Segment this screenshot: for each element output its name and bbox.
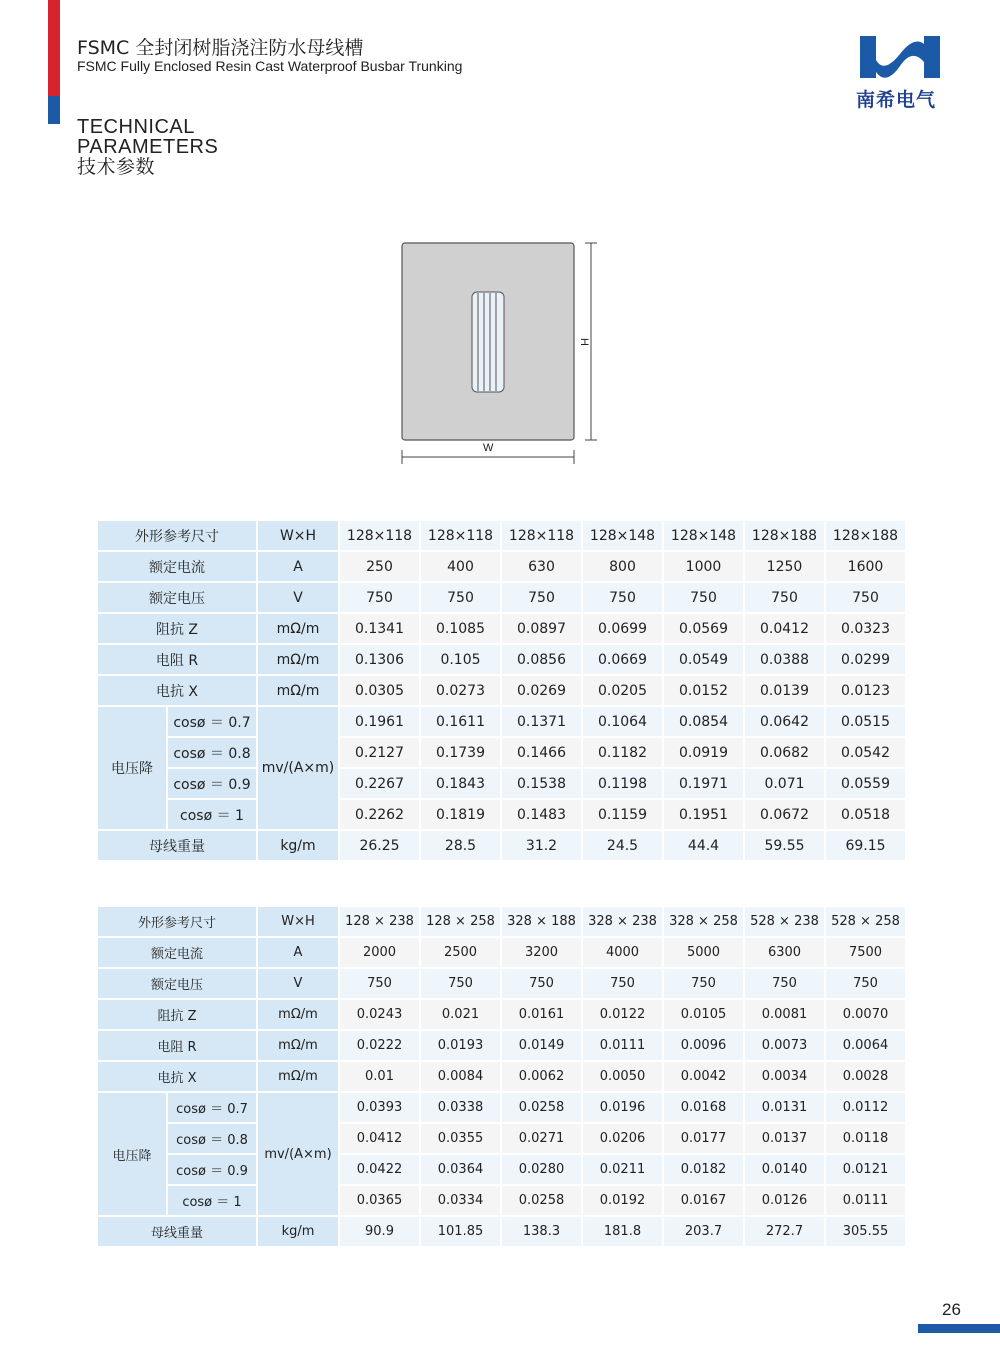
table-cell: 400 [420, 551, 501, 582]
table-row [97, 968, 906, 999]
table-cell: 138.3 [501, 1216, 582, 1247]
row-label: 额定电压 [97, 968, 257, 999]
table-cell: 0.0050 [582, 1061, 663, 1092]
row-label: 电抗 X [97, 1061, 257, 1092]
table-cell: 0.0569 [663, 613, 744, 644]
row-label: 母线重量 [97, 830, 257, 861]
table-cell: 0.0682 [744, 737, 825, 768]
table-cell: 0.1538 [501, 768, 582, 799]
table-cell: 0.0167 [663, 1185, 744, 1216]
row-label: 额定电流 [97, 551, 257, 582]
table-row [97, 1092, 906, 1123]
row-unit: A [257, 551, 339, 582]
table-cell: 0.0323 [825, 613, 906, 644]
row-label: 电阻 R [97, 644, 257, 675]
table-cell: 0.0559 [825, 768, 906, 799]
table-cell: 328 × 258 [663, 906, 744, 937]
table-cell: 0.0206 [582, 1123, 663, 1154]
table-cell: 128×118 [501, 520, 582, 551]
table-cell: 750 [663, 968, 744, 999]
table-cell: 0.0137 [744, 1123, 825, 1154]
table-row [97, 799, 906, 830]
table-cell: 305.55 [825, 1216, 906, 1247]
table-cell: 0.0305 [339, 675, 420, 706]
table-cell: 0.0073 [744, 1030, 825, 1061]
row-unit: kg/m [257, 830, 339, 861]
table-cell: 0.0669 [582, 644, 663, 675]
brand-name: 南希电气 [856, 89, 937, 111]
table-cell: 750 [744, 968, 825, 999]
table-cell: 0.1371 [501, 706, 582, 737]
table-cell: 0.021 [420, 999, 501, 1030]
table-cell: 750 [501, 968, 582, 999]
table-row [97, 1185, 906, 1216]
table-cell: 31.2 [501, 830, 582, 861]
table-cell: 128 × 258 [420, 906, 501, 937]
table-cell: 0.1739 [420, 737, 501, 768]
table-cell: 0.1466 [501, 737, 582, 768]
table-cell: 90.9 [339, 1216, 420, 1247]
row-unit: V [257, 582, 339, 613]
table-cell: 0.0280 [501, 1154, 582, 1185]
table-cell: 181.8 [582, 1216, 663, 1247]
table-cell: 250 [339, 551, 420, 582]
table-cell: 0.0422 [339, 1154, 420, 1185]
table-cell: 0.1064 [582, 706, 663, 737]
row-label: 电阻 R [97, 1030, 257, 1061]
table-cell: 0.0388 [744, 644, 825, 675]
row-label: 阻抗 Z [97, 613, 257, 644]
table-cell: 0.0126 [744, 1185, 825, 1216]
table-cell: 750 [501, 582, 582, 613]
table-row [97, 1154, 906, 1185]
table-cell: 1250 [744, 551, 825, 582]
power-factor-label: cosø ＝ 0.7 [167, 1092, 257, 1123]
table-cell: 5000 [663, 937, 744, 968]
row-unit: mΩ/m [257, 999, 339, 1030]
table-row [97, 768, 906, 799]
voltage-drop-unit: mv/(A×m) [257, 1092, 339, 1216]
table-cell: 750 [339, 968, 420, 999]
table-cell: 128×148 [582, 520, 663, 551]
table-cell: 128 × 238 [339, 906, 420, 937]
table-cell: 0.0205 [582, 675, 663, 706]
table-cell: 750 [582, 582, 663, 613]
table-cell: 0.0118 [825, 1123, 906, 1154]
table-cell: 0.0064 [825, 1030, 906, 1061]
section-heading-en-2: PARAMETERS [77, 136, 219, 158]
table-cell: 0.0243 [339, 999, 420, 1030]
row-unit: kg/m [257, 1216, 339, 1247]
table-cell: 0.0111 [825, 1185, 906, 1216]
table-cell: 0.1182 [582, 737, 663, 768]
table-cell: 528 × 238 [744, 906, 825, 937]
row-label: 外形参考尺寸 [97, 906, 257, 937]
table-cell: 59.55 [744, 830, 825, 861]
table-row [97, 906, 906, 937]
table-cell: 0.01 [339, 1061, 420, 1092]
table-cell: 0.0549 [663, 644, 744, 675]
parameter-table-2 [96, 905, 907, 1248]
table-cell: 0.0192 [582, 1185, 663, 1216]
table-cell: 0.1961 [339, 706, 420, 737]
power-factor-label: cosø ＝ 0.9 [167, 768, 257, 799]
power-factor-label: cosø ＝ 0.8 [167, 737, 257, 768]
table-cell: 128×148 [663, 520, 744, 551]
cross-section-diagram [396, 236, 606, 472]
table-cell: 0.1611 [420, 706, 501, 737]
table-cell: 0.0699 [582, 613, 663, 644]
table-cell: 0.0140 [744, 1154, 825, 1185]
table-cell: 0.0122 [582, 999, 663, 1030]
power-factor-label: cosø ＝ 1 [167, 799, 257, 830]
table-row [97, 1216, 906, 1247]
table-cell: 0.0161 [501, 999, 582, 1030]
table-cell: 0.0672 [744, 799, 825, 830]
table-cell: 0.0042 [663, 1061, 744, 1092]
table-row [97, 520, 906, 551]
table-cell: 750 [744, 582, 825, 613]
voltage-drop-unit: mv/(A×m) [257, 706, 339, 830]
voltage-drop-label: 电压降 [97, 1092, 167, 1216]
power-factor-label: cosø ＝ 1 [167, 1185, 257, 1216]
table-cell: 0.0084 [420, 1061, 501, 1092]
table-cell: 0.1341 [339, 613, 420, 644]
accent-bar-red [48, 0, 60, 96]
table-cell: 0.1971 [663, 768, 744, 799]
table-row [97, 1030, 906, 1061]
row-unit: A [257, 937, 339, 968]
table-cell: 0.0168 [663, 1092, 744, 1123]
table-row [97, 706, 906, 737]
table-row [97, 937, 906, 968]
row-label: 电抗 X [97, 675, 257, 706]
page-title-cn: FSMC 全封闭树脂浇注防水母线槽 [77, 37, 364, 59]
table-cell: 0.2267 [339, 768, 420, 799]
table-cell: 0.1951 [663, 799, 744, 830]
table-cell: 0.0111 [582, 1030, 663, 1061]
table-row [97, 644, 906, 675]
row-unit: W×H [257, 906, 339, 937]
table-cell: 0.0149 [501, 1030, 582, 1061]
table-row [97, 1061, 906, 1092]
voltage-drop-label: 电压降 [97, 706, 167, 830]
table-cell: 0.0258 [501, 1185, 582, 1216]
table-cell: 128×188 [825, 520, 906, 551]
row-label: 额定电流 [97, 937, 257, 968]
table-cell: 0.0177 [663, 1123, 744, 1154]
row-unit: mΩ/m [257, 644, 339, 675]
table-cell: 272.7 [744, 1216, 825, 1247]
section-heading-cn: 技术参数 [77, 156, 156, 178]
table-cell: 128×118 [420, 520, 501, 551]
table-cell: 0.0062 [501, 1061, 582, 1092]
table-cell: 0.0222 [339, 1030, 420, 1061]
width-label: W [483, 442, 494, 454]
table-cell: 750 [582, 968, 663, 999]
table-cell: 0.2262 [339, 799, 420, 830]
table-cell: 0.0258 [501, 1092, 582, 1123]
table-cell: 630 [501, 551, 582, 582]
table-cell: 750 [339, 582, 420, 613]
table-cell: 1600 [825, 551, 906, 582]
table-cell: 203.7 [663, 1216, 744, 1247]
table-cell: 0.0518 [825, 799, 906, 830]
table-cell: 0.0854 [663, 706, 744, 737]
table-cell: 3200 [501, 937, 582, 968]
table-cell: 0.1306 [339, 644, 420, 675]
table-cell: 0.0121 [825, 1154, 906, 1185]
table-cell: 0.0412 [744, 613, 825, 644]
table-row [97, 613, 906, 644]
table-cell: 0.0081 [744, 999, 825, 1030]
table-cell: 0.0131 [744, 1092, 825, 1123]
table-cell: 0.0364 [420, 1154, 501, 1185]
table-cell: 0.0393 [339, 1092, 420, 1123]
table-cell: 0.0105 [663, 999, 744, 1030]
table-cell: 528 × 258 [825, 906, 906, 937]
table-cell: 0.0856 [501, 644, 582, 675]
table-cell: 0.0070 [825, 999, 906, 1030]
row-unit: mΩ/m [257, 1061, 339, 1092]
table-cell: 0.1819 [420, 799, 501, 830]
table-cell: 0.1843 [420, 768, 501, 799]
row-label: 阻抗 Z [97, 999, 257, 1030]
table-cell: 0.0355 [420, 1123, 501, 1154]
table-cell: 24.5 [582, 830, 663, 861]
table-cell: 0.0123 [825, 675, 906, 706]
section-heading [77, 117, 218, 177]
table-cell: 0.0211 [582, 1154, 663, 1185]
row-label: 额定电压 [97, 582, 257, 613]
table-row [97, 582, 906, 613]
table-row [97, 1123, 906, 1154]
table-cell: 750 [663, 582, 744, 613]
table-cell: 0.1159 [582, 799, 663, 830]
row-unit: W×H [257, 520, 339, 551]
table-row [97, 999, 906, 1030]
table-cell: 750 [825, 968, 906, 999]
table-cell: 0.0096 [663, 1030, 744, 1061]
table-cell: 800 [582, 551, 663, 582]
accent-bar-blue [48, 96, 60, 124]
power-factor-label: cosø ＝ 0.9 [167, 1154, 257, 1185]
table-cell: 328 × 238 [582, 906, 663, 937]
table-row [97, 551, 906, 582]
table-cell: 0.0642 [744, 706, 825, 737]
table-cell: 0.0139 [744, 675, 825, 706]
table-cell: 0.071 [744, 768, 825, 799]
table-cell: 0.0269 [501, 675, 582, 706]
table-cell: 2500 [420, 937, 501, 968]
section-heading-en-1: TECHNICAL [77, 116, 195, 138]
table-row [97, 830, 906, 861]
table-cell: 2000 [339, 937, 420, 968]
power-factor-label: cosø ＝ 0.8 [167, 1123, 257, 1154]
table-cell: 26.25 [339, 830, 420, 861]
table-cell: 0.1198 [582, 768, 663, 799]
table-cell: 0.0271 [501, 1123, 582, 1154]
row-unit: V [257, 968, 339, 999]
table-cell: 0.0182 [663, 1154, 744, 1185]
table-cell: 4000 [582, 937, 663, 968]
table-cell: 69.15 [825, 830, 906, 861]
height-label: H [577, 338, 590, 346]
table-cell: 0.0193 [420, 1030, 501, 1061]
table-cell: 0.2127 [339, 737, 420, 768]
parameter-table-1 [96, 519, 907, 862]
table-cell: 0.0152 [663, 675, 744, 706]
table-cell: 0.0299 [825, 644, 906, 675]
table-cell: 0.0034 [744, 1061, 825, 1092]
row-label: 外形参考尺寸 [97, 520, 257, 551]
row-unit: mΩ/m [257, 1030, 339, 1061]
table-cell: 0.1483 [501, 799, 582, 830]
table-cell: 0.0338 [420, 1092, 501, 1123]
table-cell: 0.0028 [825, 1061, 906, 1092]
table-cell: 28.5 [420, 830, 501, 861]
table-cell: 0.0365 [339, 1185, 420, 1216]
table-cell: 128×188 [744, 520, 825, 551]
table-cell: 750 [825, 582, 906, 613]
row-unit: mΩ/m [257, 613, 339, 644]
table-cell: 328 × 188 [501, 906, 582, 937]
page-number: 26 [942, 1300, 961, 1319]
table-cell: 0.0919 [663, 737, 744, 768]
table-cell: 101.85 [420, 1216, 501, 1247]
table-cell: 7500 [825, 937, 906, 968]
table-cell: 0.0412 [339, 1123, 420, 1154]
footer-bar [918, 1324, 1000, 1333]
table-cell: 750 [420, 968, 501, 999]
table-cell: 0.105 [420, 644, 501, 675]
table-cell: 0.0542 [825, 737, 906, 768]
power-factor-label: cosø ＝ 0.7 [167, 706, 257, 737]
table-cell: 44.4 [663, 830, 744, 861]
table-row [97, 737, 906, 768]
table-cell: 0.0196 [582, 1092, 663, 1123]
table-cell: 6300 [744, 937, 825, 968]
table-cell: 750 [420, 582, 501, 613]
brand-logo-icon [852, 30, 948, 86]
table-cell: 1000 [663, 551, 744, 582]
row-label: 母线重量 [97, 1216, 257, 1247]
row-unit: mΩ/m [257, 675, 339, 706]
table-cell: 128×118 [339, 520, 420, 551]
table-cell: 0.0334 [420, 1185, 501, 1216]
page-title-en: FSMC Fully Enclosed Resin Cast Waterproof Busbar Trunking [77, 58, 463, 74]
table-row [97, 675, 906, 706]
table-cell: 0.0897 [501, 613, 582, 644]
table-cell: 0.0112 [825, 1092, 906, 1123]
table-cell: 0.1085 [420, 613, 501, 644]
table-cell: 0.0273 [420, 675, 501, 706]
table-cell: 0.0515 [825, 706, 906, 737]
